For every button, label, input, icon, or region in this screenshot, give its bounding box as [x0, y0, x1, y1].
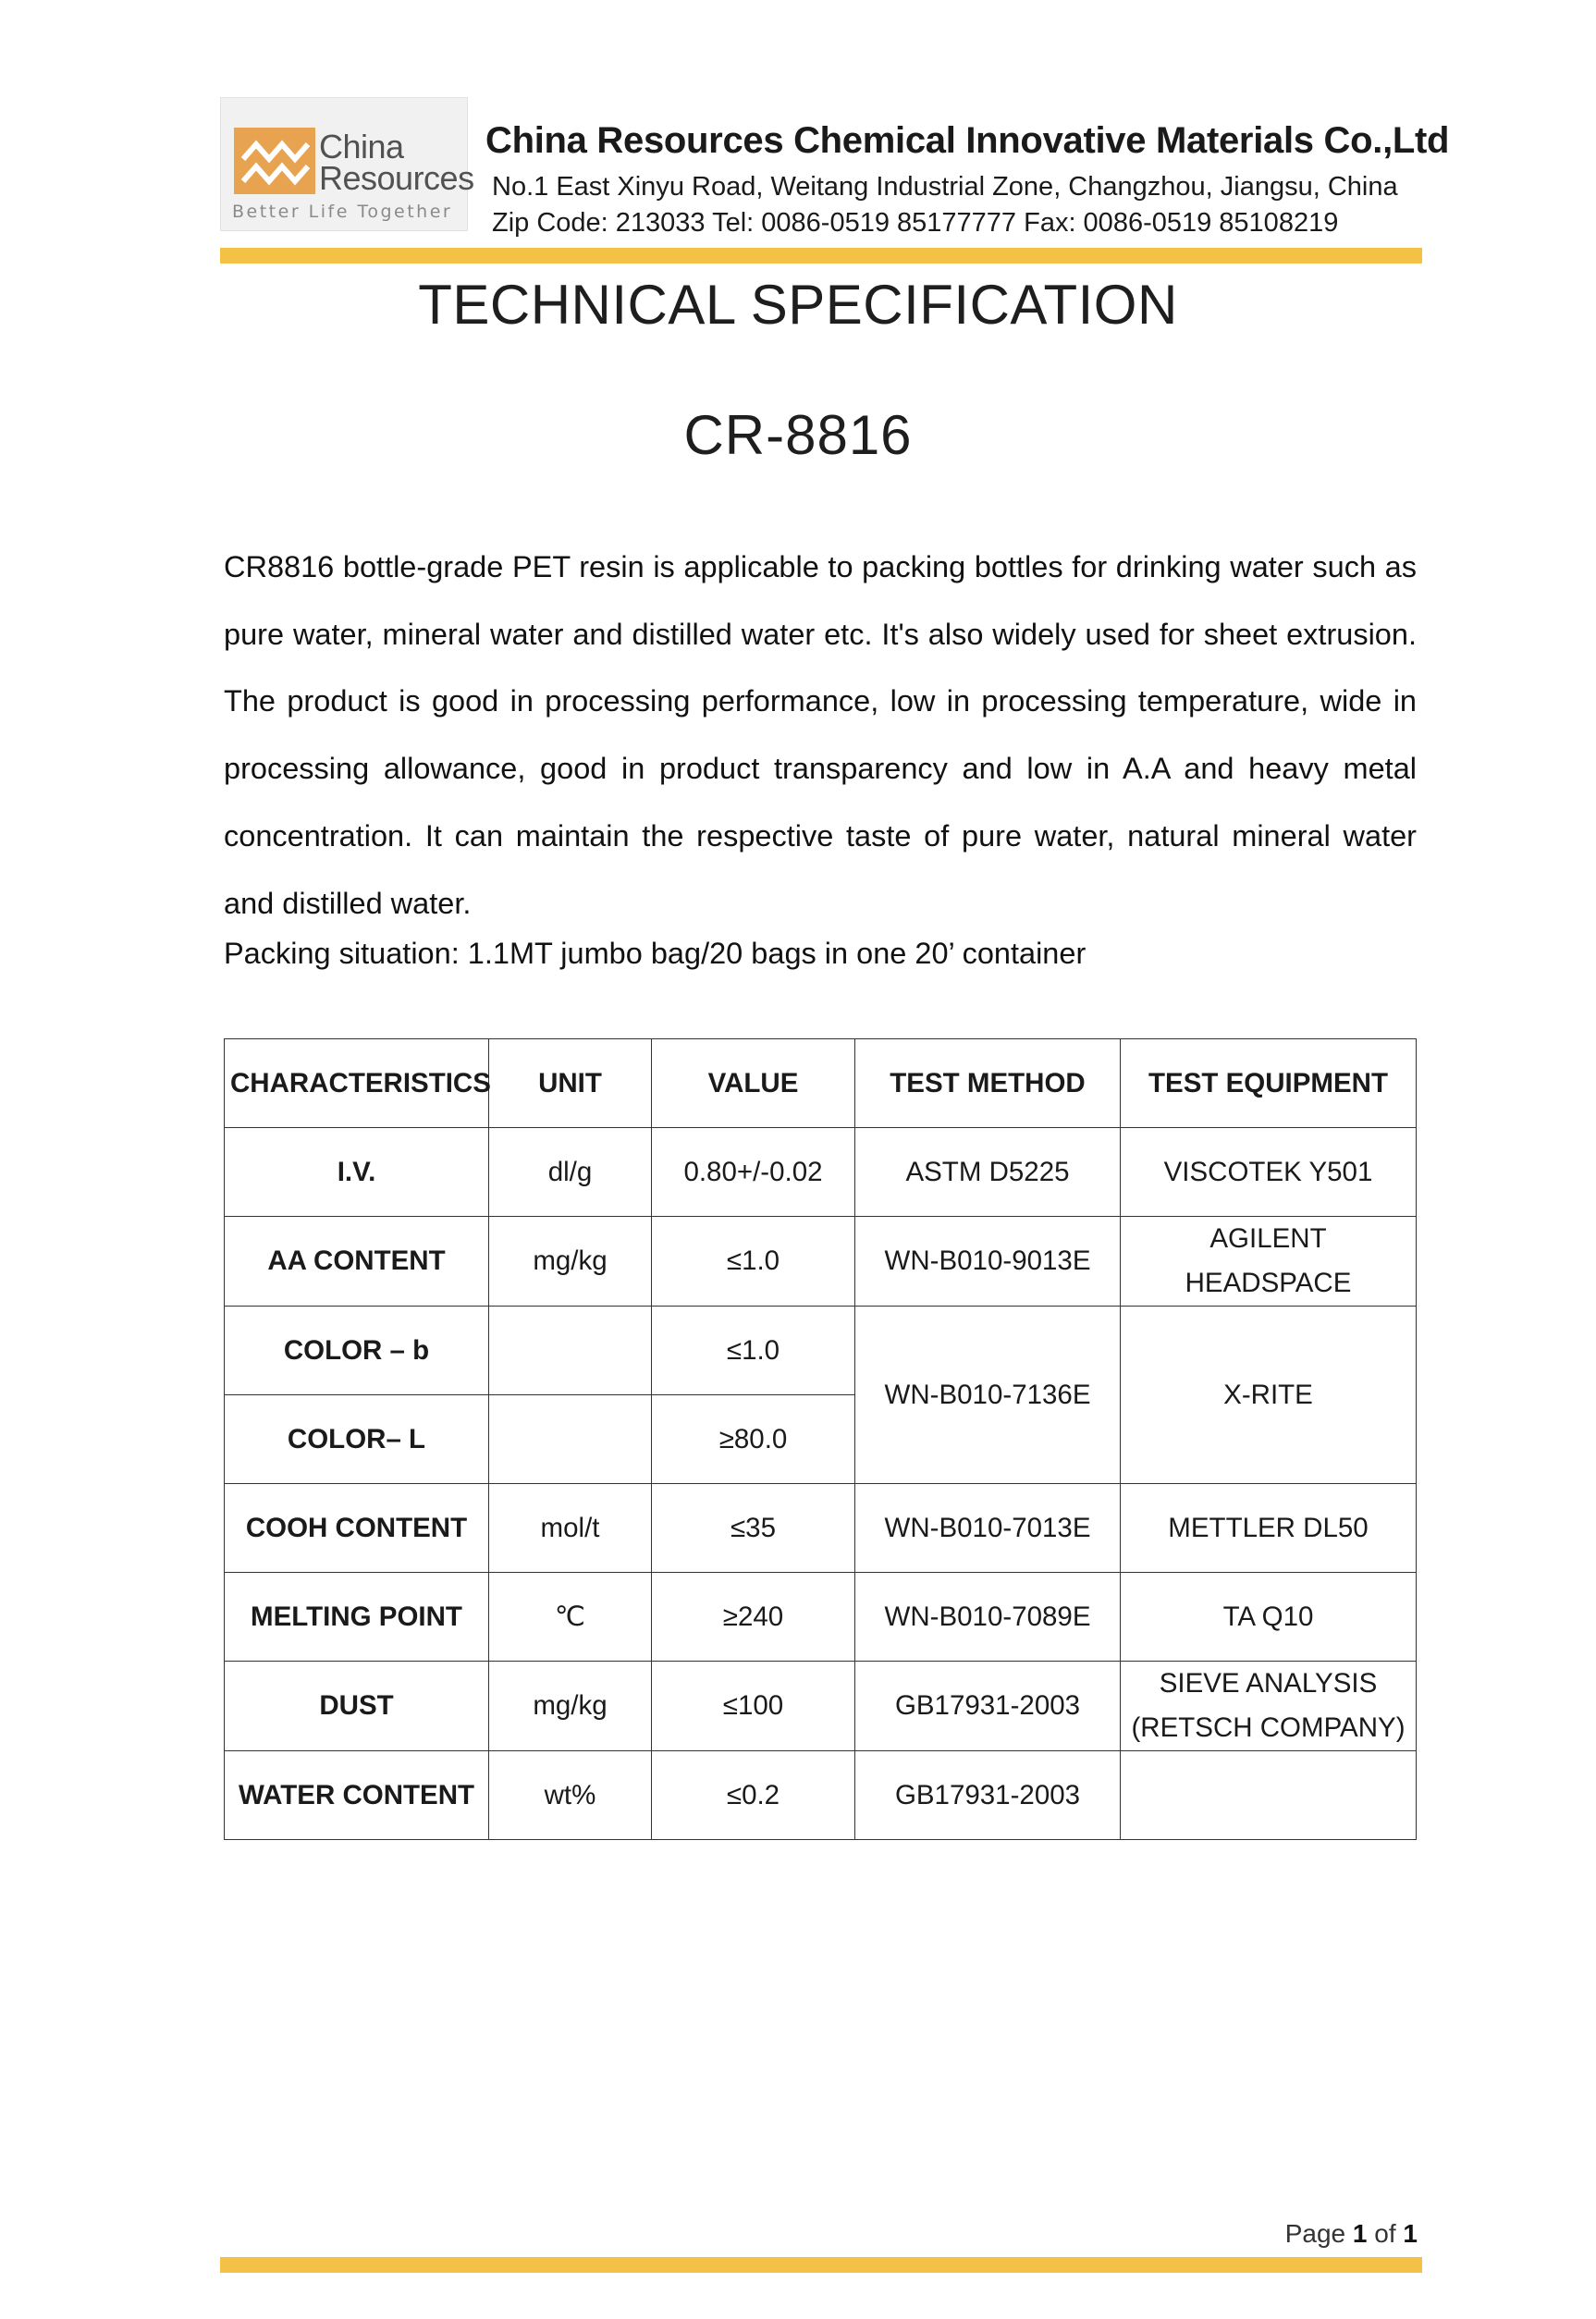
cell-method: GB17931-2003 — [855, 1751, 1121, 1840]
product-model: CR-8816 — [683, 404, 913, 466]
cell-value: ≤100 — [652, 1662, 855, 1751]
cell-unit: wt% — [489, 1751, 652, 1840]
product-description: CR8816 bottle-grade PET resin is applicable to packing bottles for drinking water such as pure water, mineral water and distilled water etc. It's also widely used for sheet extrusion. The product is good in processing performance, low in processing temperature, wide in processing allowance, good in product transparency and low in A.A and heavy metal concentration. It can maintain the respective taste of pure water, natural mineral water and distilled water. — [224, 550, 1417, 920]
cell-value: ≤1.0 — [652, 1217, 855, 1307]
cell-characteristic: MELTING POINT — [225, 1573, 489, 1662]
cell-characteristic: AA CONTENT — [225, 1217, 489, 1307]
cell-method: WN-B010-9013E — [855, 1217, 1121, 1307]
cell-unit: ℃ — [489, 1573, 652, 1662]
header-test-equipment: TEST EQUIPMENT — [1121, 1039, 1417, 1128]
cell-unit: mol/t — [489, 1484, 652, 1573]
cell-value: 0.80+/-0.02 — [652, 1128, 855, 1217]
equipment-line: (RETSCH COMPANY) — [1131, 1712, 1406, 1743]
header-value: VALUE — [652, 1039, 855, 1128]
logo-name-line1: China — [319, 128, 404, 166]
cell-characteristic: WATER CONTENT — [225, 1751, 489, 1840]
cell-value: ≤0.2 — [652, 1751, 855, 1840]
table-row — [225, 1484, 1417, 1573]
logo-name-line2: Resources — [319, 159, 474, 197]
logo-wordmark — [319, 128, 474, 197]
header-unit: UNIT — [489, 1039, 652, 1128]
cell-value: ≤1.0 — [652, 1307, 855, 1395]
cell-unit — [489, 1395, 652, 1484]
cell-value: ≤35 — [652, 1484, 855, 1573]
table-row — [225, 1751, 1417, 1840]
cell-equipment: X-RITE — [1121, 1307, 1417, 1484]
table-row — [225, 1128, 1417, 1217]
equipment-line: SIEVE ANALYSIS — [1159, 1668, 1378, 1699]
equipment-line: HEADSPACE — [1185, 1268, 1352, 1298]
page-total: 1 — [1403, 2219, 1418, 2248]
table-row — [225, 1662, 1417, 1751]
cell-characteristic: COLOR– L — [225, 1395, 489, 1484]
cell-unit: mg/kg — [489, 1662, 652, 1751]
cell-unit: dl/g — [489, 1128, 652, 1217]
cell-method: WN-B010-7136E — [855, 1307, 1121, 1484]
header-characteristics: CHARACTERISTICS — [225, 1039, 489, 1128]
cell-equipment — [1121, 1662, 1417, 1751]
page-of: of — [1374, 2219, 1396, 2248]
cell-equipment: METTLER DL50 — [1121, 1484, 1417, 1573]
cell-characteristic: COOH CONTENT — [225, 1484, 489, 1573]
packing-situation: Packing situation: 1.1MT jumbo bag/20 bags in one 20’ container — [224, 937, 1087, 970]
footer-divider — [220, 2257, 1422, 2273]
cell-method: GB17931-2003 — [855, 1662, 1121, 1751]
page-number — [1285, 2219, 1418, 2249]
cell-equipment: TA Q10 — [1121, 1573, 1417, 1662]
company-address: No.1 East Xinyu Road, Weitang Industrial Zone, Changzhou, Jiangsu, China — [492, 172, 1398, 202]
mountain-logo-icon — [234, 128, 315, 194]
page-current: 1 — [1352, 2219, 1368, 2248]
cell-equipment — [1121, 1751, 1417, 1840]
page-label: Page — [1284, 2219, 1346, 2248]
table-row — [225, 1217, 1417, 1307]
header-divider — [220, 248, 1422, 264]
cell-unit: mg/kg — [489, 1217, 652, 1307]
table-row — [225, 1573, 1417, 1662]
header-test-method: TEST METHOD — [855, 1039, 1121, 1128]
document-title: TECHNICAL SPECIFICATION — [418, 274, 1178, 336]
cell-characteristic: COLOR – b — [225, 1307, 489, 1395]
cell-method: WN-B010-7013E — [855, 1484, 1121, 1573]
cell-unit — [489, 1307, 652, 1395]
table-row — [225, 1307, 1417, 1395]
table-header-row — [225, 1039, 1417, 1128]
cell-method: ASTM D5225 — [855, 1128, 1121, 1217]
cell-equipment: VISCOTEK Y501 — [1121, 1128, 1417, 1217]
company-contact: Zip Code: 213033 Tel: 0086-0519 85177777 Fax: 0086-0519 85108219 — [492, 208, 1339, 238]
cell-method: WN-B010-7089E — [855, 1573, 1121, 1662]
cell-value: ≥80.0 — [652, 1395, 855, 1484]
cell-equipment — [1121, 1217, 1417, 1307]
company-name: China Resources Chemical Innovative Materials Co.,Ltd — [485, 120, 1450, 161]
equipment-line: AGILENT — [1209, 1223, 1327, 1254]
cell-characteristic: I.V. — [225, 1128, 489, 1217]
specification-table — [224, 1038, 1417, 1840]
company-logo — [220, 97, 474, 231]
cell-value: ≥240 — [652, 1573, 855, 1662]
logo-tagline: Better Life Together — [232, 202, 453, 222]
cell-characteristic: DUST — [225, 1662, 489, 1751]
